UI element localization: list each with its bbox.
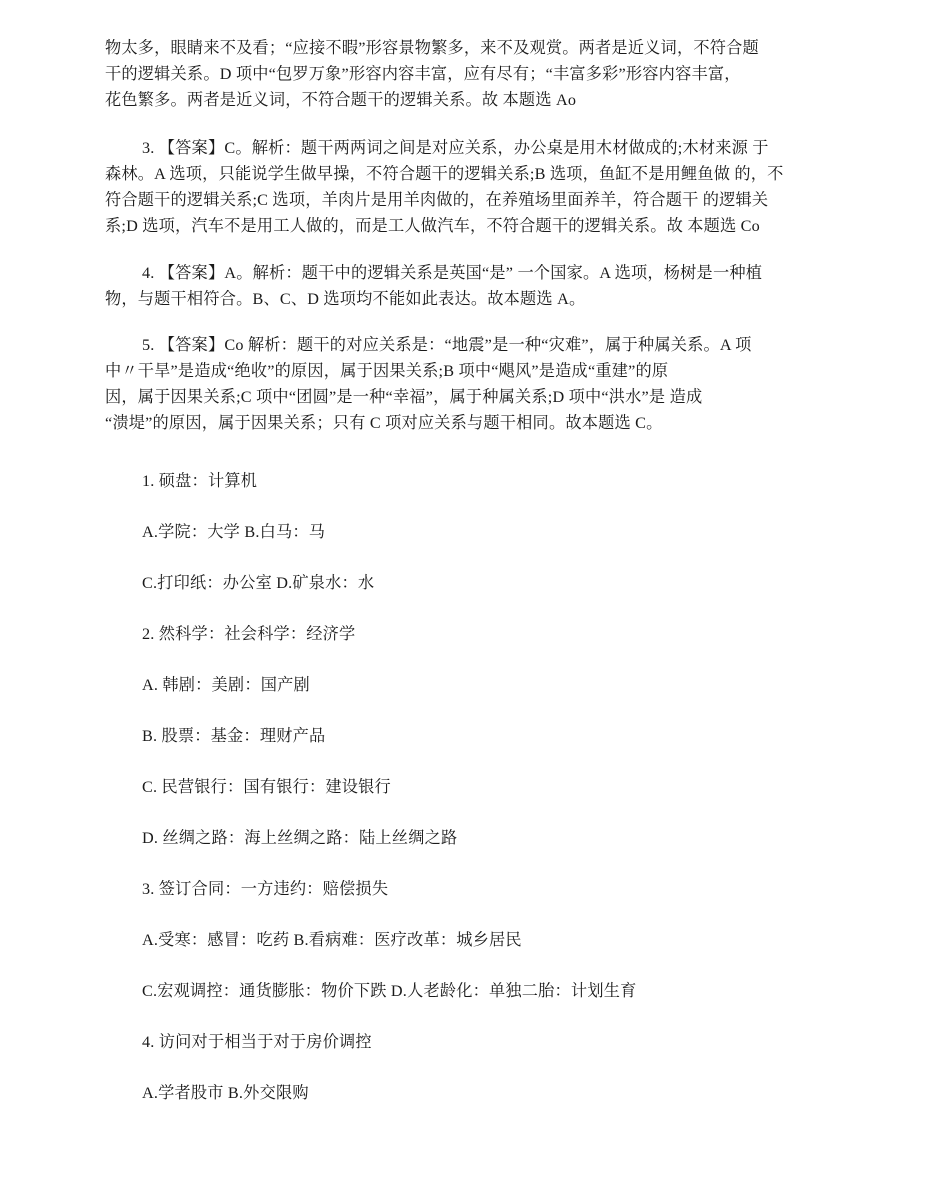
text-line: 3. 【答案】C。解析：题干两两词之间是对应关系，办公桌是用木材做成的;木材来源 于	[142, 139, 769, 157]
question-2-option-b: B. 股票：基金：理财产品	[142, 727, 326, 745]
question-3-options-cd: C.宏观调控：通货膨胀：物价下跌 D.人老龄化：单独二胎：计划生育	[142, 982, 637, 1000]
text-line: 物太多，眼睛来不及看；“应接不暇”形容景物繁多，来不及观赏。两者是近义词，不符合题	[105, 39, 759, 57]
answer-5-explanation	[105, 332, 752, 436]
question-1-options-ab: A.学院：大学 B.白马：马	[142, 523, 326, 541]
question-2-stem: 2. 然科学：社会科学：经济学	[142, 625, 356, 643]
text-line: 因，属于因果关系;C 项中“团圆”是一种“幸福”，属于种属关系;D 项中“洪水”是 造成	[105, 388, 703, 406]
text-line: 4. 【答案】A。解析：题干中的逻辑关系是英国“是” 一个国家。A 选项，杨树是一种植	[142, 264, 763, 282]
answer-3-explanation	[105, 135, 784, 239]
answer-4-explanation	[105, 260, 762, 312]
question-3-options-ab: A.受寒：感冒：吃药 B.看病难：医疗改革：城乡居民	[142, 931, 522, 949]
text-line: 系;D 选项，汽车不是用工人做的，而是工人做汽车，不符合题干的逻辑关系。故 本题选 Co	[105, 217, 760, 235]
text-line: 花色繁多。两者是近义词，不符合题干的逻辑关系。故 本题选 Ao	[105, 91, 577, 109]
question-3-stem: 3. 签订合同：一方违约：赔偿损失	[142, 880, 389, 898]
question-4-options-ab: A.学者股市 B.外交限购	[142, 1084, 309, 1102]
text-line: 森林。A 选项，只能说学生做早操，不符合题干的逻辑关系;B 选项，鱼缸不是用鲤鱼做 的，不	[105, 165, 784, 183]
question-1-options-cd: C.打印纸：办公室 D.矿泉水：水	[142, 574, 375, 592]
question-1-stem: 1. 硕盘：计算机	[142, 472, 258, 490]
text-line: 符合题干的逻辑关系;C 选项，羊肉片是用羊肉做的，在养殖场里面养羊，符合题干 的逻辑关	[105, 191, 769, 209]
text-line: 物，与题干相符合。B、C、D 选项均不能如此表达。故本题选 A。	[105, 290, 586, 308]
question-2-option-c: C. 民营银行：国有银行：建设银行	[142, 778, 391, 796]
text-line: 中〃干旱”是造成“绝收”的原因，属于因果关系;B 项中“飓风”是造成“重建”的原	[105, 362, 669, 380]
question-2-option-a: A. 韩剧：美剧：国产剧	[142, 676, 310, 694]
text-line: “溃堤”的原因，属于因果关系；只有 C 项对应关系与题干相同。故本题选 C。	[105, 414, 663, 432]
question-4-stem: 4. 访问对于相当于对于房价调控	[142, 1033, 372, 1051]
text-line: 干的逻辑关系。D 项中“包罗万象”形容内容丰富，应有尽有；“丰富多彩”形容内容丰富，	[105, 65, 741, 83]
question-2-option-d: D. 丝绸之路：海上丝绸之路：陆上丝绸之路	[142, 829, 458, 847]
explanation-continuation	[105, 35, 759, 113]
text-line: 5. 【答案】Co 解析：题干的对应关系是：“地震”是一种“灾难”，属于种属关系。A 项	[142, 336, 752, 354]
